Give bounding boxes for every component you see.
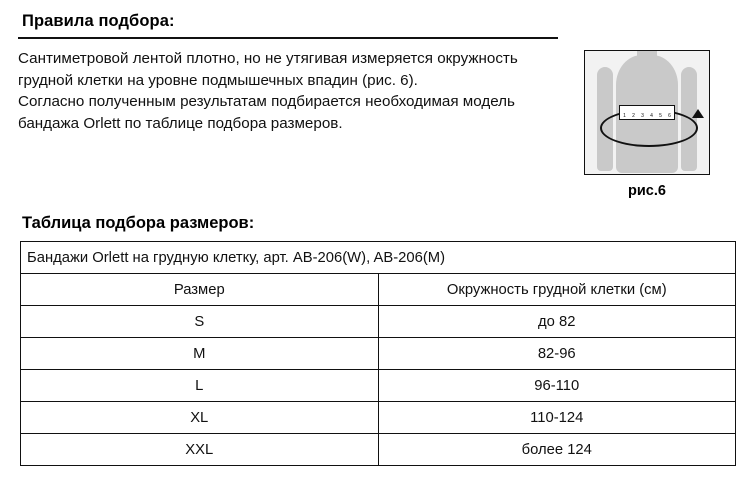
column-header-size: Размер [21,274,379,306]
ruler-tick: 2 [632,113,635,119]
table-row [21,402,736,434]
cell-circumference: более 124 [378,434,736,466]
ruler-tick: 4 [650,113,653,119]
table-row [21,370,736,402]
page-title: Правила подбора: [22,12,175,30]
cell-size: S [21,306,379,338]
cell-circumference: 110-124 [378,402,736,434]
ruler-tick: 1 [623,113,626,119]
size-chart-table [20,241,736,466]
arrow-icon [692,109,704,118]
table-row [21,338,736,370]
table-row-columns [21,274,736,306]
cell-circumference: 82-96 [378,338,736,370]
ruler-tick: 5 [659,113,662,119]
intro-paragraph-2: Согласно полученным результатам подбирается необходимая модель бандажа Orlett по таблице подбора размеров. [18,93,515,132]
title-divider [18,37,558,39]
column-header-circumference: Окружность грудной клетки (см) [378,274,736,306]
ruler-tick: 3 [641,113,644,119]
ruler-scale [619,105,675,120]
intro-paragraph-1: Сантиметровой лентой плотно, но не утягивая измеряется окружность грудной клетки на уровне подмышечных впадин (рис. 6). [18,50,518,89]
cell-circumference: до 82 [378,306,736,338]
ruler-tick: 6 [668,113,671,119]
cell-size: L [21,370,379,402]
cell-size: M [21,338,379,370]
table-title: Таблица подбора размеров: [22,214,255,232]
figure-block [572,50,722,199]
intro-text [18,48,558,134]
measurement-figure [584,50,710,175]
table-row [21,306,736,338]
intro-section [18,48,736,199]
table-header-span-cell: Бандажи Orlett на грудную клетку, арт. AB-206(W), AB-206(M) [21,242,736,274]
cell-size: XXL [21,434,379,466]
table-row-header-span [21,242,736,274]
cell-size: XL [21,402,379,434]
ruler-ticks [620,106,674,119]
cell-circumference: 96-110 [378,370,736,402]
table-row [21,434,736,466]
figure-caption: рис.6 [628,183,666,199]
